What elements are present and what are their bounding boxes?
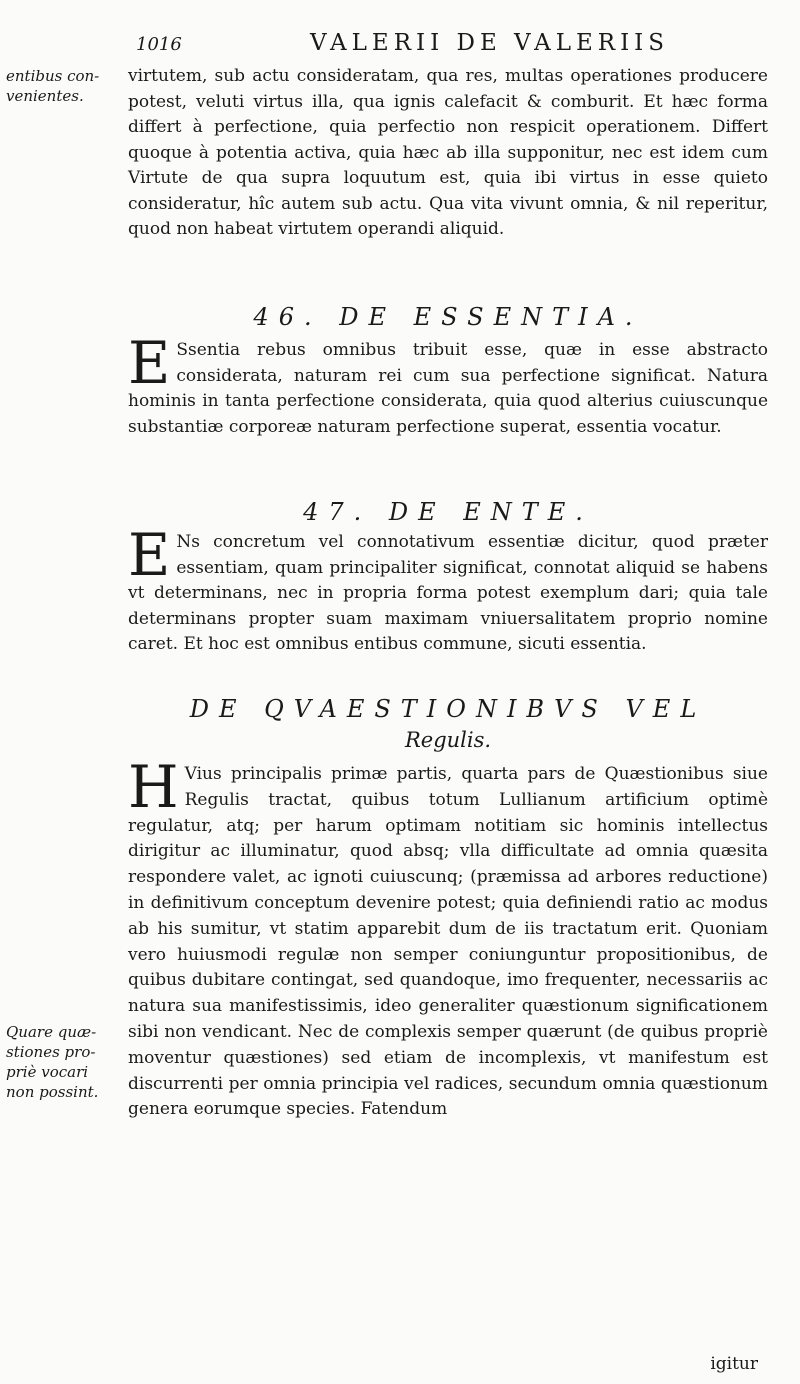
catchword: igitur xyxy=(710,1354,758,1374)
dropcap-h: H xyxy=(128,753,179,821)
heading-essentia: 46. DE ESSENTIA. xyxy=(253,303,643,331)
margin-note-top: entibus con- venientes. xyxy=(6,67,100,105)
dropcap-e: E xyxy=(128,521,171,589)
paragraph-quaestiones xyxy=(128,753,768,1123)
paragraph-text: Vius principalis primæ partis, quarta pars de Quæstionibus siue Regulis tractat, quibus totum Lullianum artificium optimè regulatur, atq; per harum optimam notitiam sic hominis intellectus dirigitur ac illuminatur, quod absq; vlla difficultate ad omnia quæsita respondere valet, ac ignoti cuiuscunq; (præmissa ad arbores reductione) in definitivum conceptum devenire potest; quia definiendi ratio ac modus ab his sumitur, vt statim apparebit dum de iis tractatum erit. Quoniam vero huiusmodi regulæ non semper coniunguntur propositionibus, de quibus dubitare contingat, sed quandoque, imo frequenter, necessariis ac natura sua manifestissimis, ideo generaliter quæstionum significationem sibi non vendicant. Nec de complexis semper quærunt (de quibus propriè moventur quæstiones) sed etiam de incomplexis, vt manifestum est discurrenti per omnia principia vel radices, secundum omnia quæstionum genera eorumque species. Fatendum xyxy=(128,764,768,1120)
margin-note-bottom: Quare quæ- stiones pro- priè vocari non possint. xyxy=(6,1023,99,1101)
paragraph-text: Ns concretum vel connotativum essentiæ dicitur, quod præter essentiam, quam principaliter significat, connotat aliquid se habens vt determinans, nec in propria forma potest exemplum dari; quia tale determinans propter suam maximam vniuersalitatem proprio nomine caret. Et hoc est omnibus entibus commune, sicuti essentia. xyxy=(128,532,768,654)
paragraph-text: virtutem, sub actu consideratam, qua res, multas operationes producere potest, veluti virtus illa, qua ignis calefacit & comburit. Et hæc forma differt à perfectione, quia perfectio non respicit operationem. Differt quoque à potentia activa, quia hæc ab illa supponitur, nec est idem cum Virtute de qua supra loquutum est, quia ibi virtus in esse quieto consideratur, hîc autem sub actu. Qua vita vivunt omnia, & nil reperitur, quod non habeat virtutem operandi aliquid. xyxy=(128,66,768,239)
paragraph-ente xyxy=(128,521,768,658)
paragraph-virtus xyxy=(128,64,768,243)
running-title: VALERII DE VALERIIS xyxy=(310,30,670,56)
heading-ente: 47. DE ENTE. xyxy=(303,498,593,526)
running-head xyxy=(120,30,760,60)
subheading-regulis: Regulis. xyxy=(404,728,492,752)
heading-quaestiones: DE QVAESTIONIBVS VEL xyxy=(189,695,707,723)
page-number: 1016 xyxy=(136,34,182,55)
paragraph-essentia xyxy=(128,329,768,440)
dropcap-e: E xyxy=(128,329,171,397)
paragraph-text: Ssentia rebus omnibus tribuit esse, quæ in esse abstracto considerata, naturam rei cum sua perfectione significat. Natura hominis in tanta perfectione considerata, quia quod alterius cuiuscunque substantiæ corporeæ naturam perfectione superat, essentia vocatur. xyxy=(128,340,768,437)
